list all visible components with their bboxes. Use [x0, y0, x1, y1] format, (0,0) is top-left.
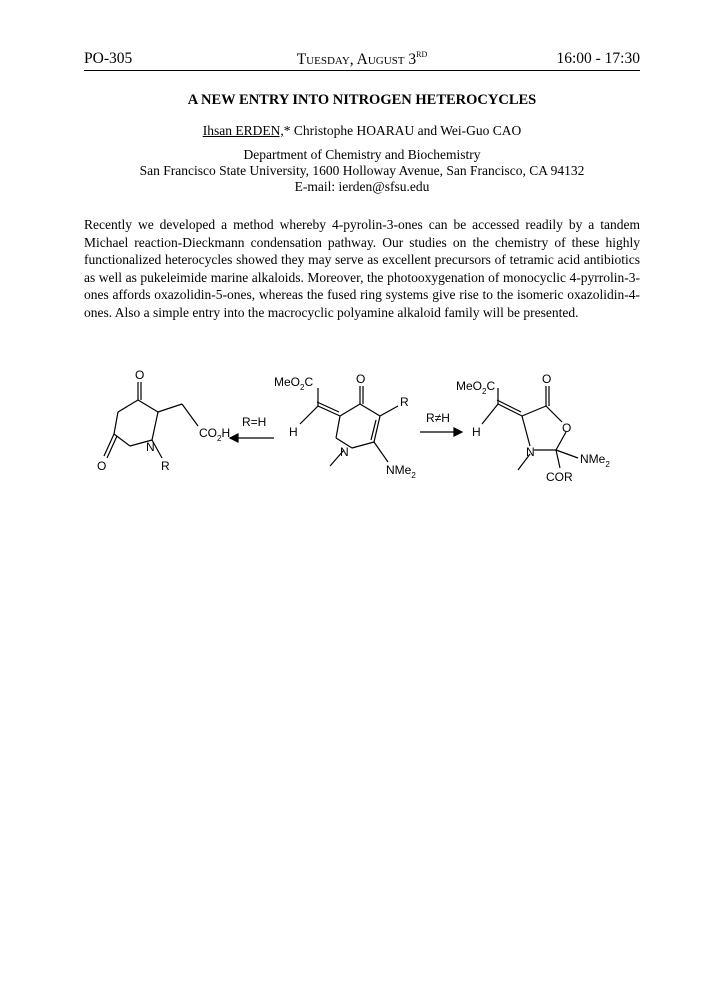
session-time: 16:00 - 17:30: [556, 50, 640, 67]
page-header: [84, 50, 640, 71]
right-nme2: NMe$_2$: [580, 452, 610, 469]
left-product-structure: [97, 368, 230, 473]
arrow-left: [230, 415, 274, 442]
right-n: N: [526, 445, 535, 459]
center-reactant-structure: [274, 372, 416, 480]
arrow-right-label: R≠H: [426, 411, 450, 425]
author-line: [84, 123, 640, 139]
center-o: O: [356, 372, 366, 386]
department: Department of Chemistry and Biochemistry: [243, 147, 481, 162]
poster-code: PO-305: [84, 50, 133, 67]
right-o-ring: O: [562, 421, 572, 435]
co-authors: * Christophe HOARAU and Wei-Guo CAO: [283, 123, 522, 138]
email: E-mail: ierden@sfsu.edu: [294, 179, 430, 194]
abstract-text: Recently we developed a method whereby 4-pyrolin-3-ones can be accessed readily by a tandem Michael reaction-Dieckmann condensation pathway. Our studies on the chemistry of these highly functionalized heterocycles showed they may serve as excellent precursors of tetramic acid antibiotics as well as pukeleimide marine alkaloids. Moreover, the photooxygenation of monocyclic 4-pyrrolin-3-ones affords oxazolidin-5-ones, whereas the fused ring systems give rise to the isomeric oxazolidin-4-ones. Also a simple entry into the macrocyclic polyamine alkaloid family will be presented.: [84, 217, 640, 320]
right-h: H: [472, 425, 481, 439]
arrow-left-label: R=H: [242, 415, 267, 429]
left-o-top: O: [135, 368, 145, 382]
university-address: San Francisco State University, 1600 Holloway Avenue, San Francisco, CA 94132: [139, 163, 585, 178]
right-product-structure: [456, 372, 610, 484]
right-o-carbonyl: O: [542, 372, 552, 386]
left-n: N: [146, 440, 155, 454]
session-day-suffix: RD: [416, 50, 428, 59]
center-r: R: [400, 395, 409, 409]
arrow-right: [420, 411, 462, 436]
right-cor: COR: [546, 470, 573, 484]
right-meo2c: MeO$_2$C: [456, 379, 496, 396]
center-h: H: [289, 425, 298, 439]
center-n: N: [340, 445, 349, 459]
reaction-scheme: [84, 360, 640, 500]
center-meo2c: MeO$_2$C: [274, 375, 314, 392]
session-day: Tuesday, August 3: [296, 51, 417, 68]
left-r: R: [161, 459, 170, 473]
paper-title: A NEW ENTRY INTO NITROGEN HETEROCYCLES: [187, 92, 537, 108]
presenting-author: Ihsan ERDEN,: [202, 123, 284, 138]
left-o-bottom: O: [97, 459, 107, 473]
center-nme2: NMe$_2$: [386, 463, 416, 480]
left-co2h: $CO_2H$: [199, 426, 231, 443]
affiliation-block: [84, 147, 640, 195]
